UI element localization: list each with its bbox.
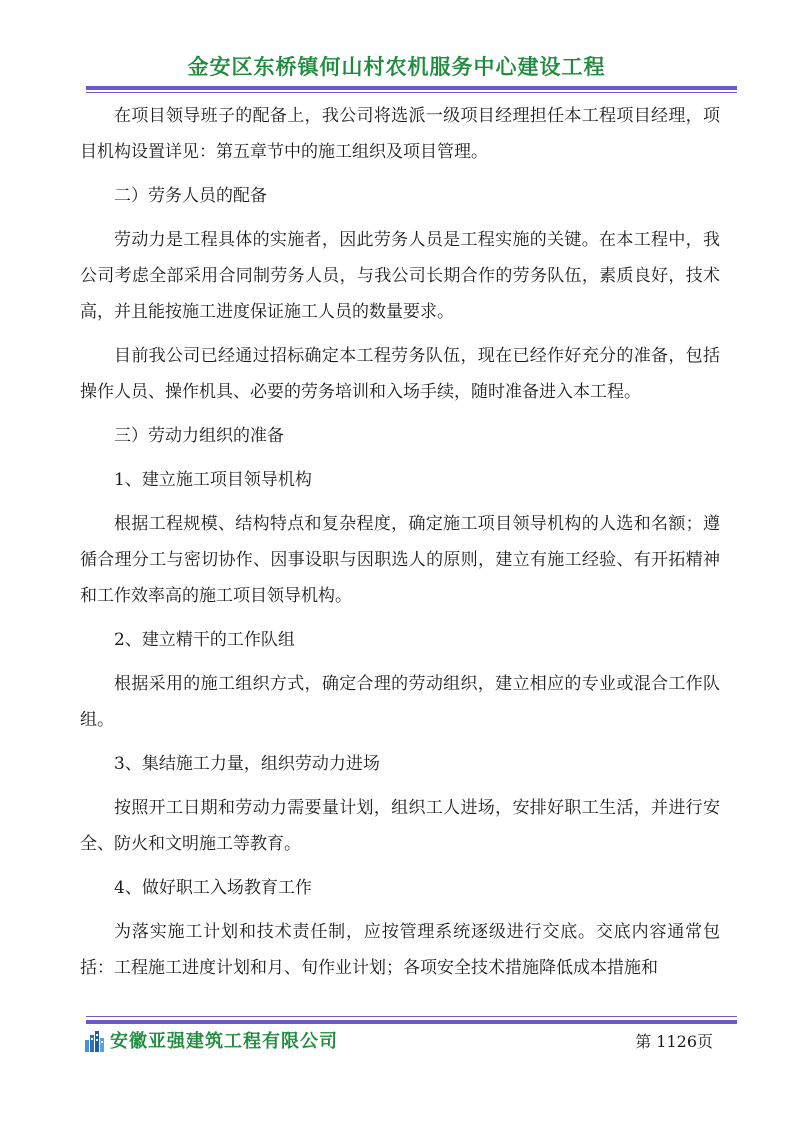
subsection-heading: 4、做好职工入场教育工作	[114, 878, 312, 898]
header-title: 金安区东桥镇何山村农机服务中心建设工程	[187, 55, 606, 79]
document-body	[80, 98, 720, 994]
subsection-heading: 1、建立施工项目领导机构	[114, 470, 312, 490]
paragraph: 劳动力是工程具体的实施者，因此劳务人员是工程实施的关键。在本工程中，我公司考虑全部采用合同制劳务人员，与我公司长期合作的劳务队伍，素质良好，技术高，并且能按施工进度保证施工人员的数量要求。	[80, 230, 720, 322]
header-rule-thick	[86, 86, 737, 90]
paragraph: 在项目领导班子的配备上，我公司将选派一级项目经理担任本工程项目经理，项目机构设置详见：第五章节中的施工组织及项目管理。	[80, 106, 720, 162]
footer-rule-thick	[86, 1020, 737, 1024]
paragraph: 根据采用的施工组织方式，确定合理的劳动组织，建立相应的专业或混合工作队组。	[80, 674, 720, 730]
footer-company-name: 安徽亚强建筑工程有限公司	[110, 1031, 338, 1052]
subsection-heading: 2、建立精干的工作队组	[114, 630, 295, 650]
section-heading: 二）劳务人员的配备	[114, 186, 267, 206]
paragraph: 目前我公司已经通过招标确定本工程劳务队伍，现在已经作好充分的准备，包括操作人员、操作机具、必要的劳务培训和入场手续，随时准备进入本工程。	[80, 346, 720, 402]
section-heading: 三）劳动力组织的准备	[114, 426, 284, 446]
header-rule-thin	[86, 92, 737, 93]
paragraph: 按照开工日期和劳动力需要量计划，组织工人进场，安排好职工生活，并进行安全、防火和文明施工等教育。	[80, 798, 720, 854]
building-logo-icon	[84, 1030, 106, 1052]
paragraph: 为落实施工计划和技术责任制，应按管理系统逐级进行交底。交底内容通常包括：工程施工进度计划和月、旬作业计划；各项安全技术措施降低成本措施和	[80, 922, 720, 978]
footer-rule-thin	[86, 1016, 737, 1017]
page-number: 第 1126页	[635, 1032, 713, 1051]
paragraph: 根据工程规模、结构特点和复杂程度，确定施工项目领导机构的人选和名额；遵循合理分工与密切协作、因事设职与因职选人的原则，建立有施工经验、有开拓精神和工作效率高的施工项目领导机构。	[80, 514, 720, 606]
subsection-heading: 3、集结施工力量，组织劳动力进场	[114, 754, 380, 774]
